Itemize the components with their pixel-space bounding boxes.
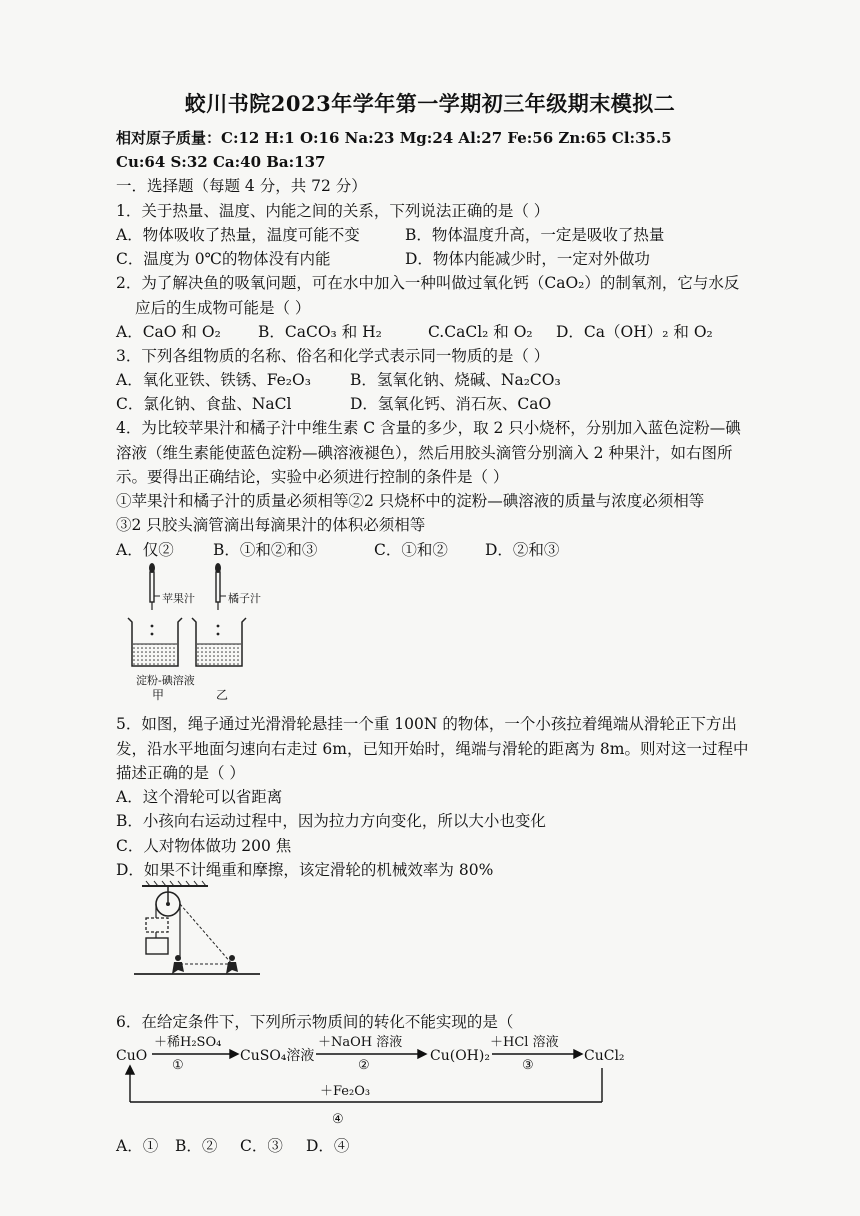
q4-condition-1: ①苹果汁和橘子汁的质量必须相等②2 只烧杯中的淀粉—碘溶液的质量与浓度必须相等 — [116, 492, 705, 510]
q5-pulley-figure — [128, 880, 268, 982]
q3-option-b: B．氢氧化钠、烧碱、Na₂CO₃ — [350, 371, 561, 389]
species-cucl2: CuCl₂ — [584, 1048, 625, 1064]
q4-option-b: B．①和②和③ — [213, 541, 318, 559]
q6-stem: 6．在给定条件下，下列所示物质间的转化不能实现的是（ — [116, 1013, 514, 1031]
q5-option-d: D．如果不计绳重和摩擦，该定滑轮的机械效率为 80% — [116, 861, 494, 879]
step-number-4: ④ — [332, 1112, 344, 1127]
dropper-apple — [149, 563, 160, 610]
species-cuso4: CuSO₄溶液 — [240, 1048, 315, 1064]
q6-option-c: C．③ — [240, 1137, 283, 1155]
q2-stem-2: 应后的生成物可能是（ ） — [135, 299, 311, 317]
q5-stem-1: 5．如图，绳子通过光滑滑轮悬挂一个重 100N 的物体，一个小孩拉着绳端从滑轮正下方出 — [116, 715, 737, 733]
atomic-mass-line-1: 相对原子质量：C:12 H:1 O:16 Na:23 Mg:24 Al:27 Fe:56 Zn:65 Cl:35.5 — [116, 129, 672, 147]
step-number-2: ② — [358, 1058, 370, 1073]
label-yi: 乙 — [216, 688, 229, 702]
beaker-yi — [192, 618, 246, 666]
label-apple-juice: 苹果汁 — [162, 592, 195, 605]
q4-stem-2: 溶液（维生素能使蓝色淀粉—碘溶液褪色），然后用胶头滴管分别滴入 2 种果汁，如右图所 — [116, 444, 733, 462]
atomic-mass-line-2: Cu:64 S:32 Ca:40 Ba:137 — [116, 153, 326, 171]
step-number-1: ① — [172, 1058, 184, 1073]
q4-stem-1: 4．为比较苹果汁和橘子汁中维生素 C 含量的多少，取 2 只小烧杯，分别加入蓝色淀粉—碘 — [116, 419, 741, 437]
q3-stem: 3．下列各组物质的名称、俗名和化学式表示同一物质的是（ ） — [116, 347, 550, 365]
label-starch-iodine: 淀粉-碘溶液 — [136, 674, 195, 687]
step-number-3: ③ — [522, 1058, 534, 1073]
q1-option-d: D．物体内能减少时，一定对外做功 — [405, 250, 650, 268]
q6-option-a: A．① — [116, 1137, 159, 1155]
q4-option-d: D．②和③ — [485, 541, 560, 559]
q2-option-b: B．CaCO₃ 和 H₂ — [258, 323, 382, 341]
q3-option-d: D．氢氧化钙、消石灰、CaO — [350, 395, 552, 413]
q5-option-a: A．这个滑轮可以省距离 — [116, 788, 283, 806]
species-cuo: CuO — [116, 1048, 148, 1064]
label-orange-juice: 橘子汁 — [228, 592, 261, 605]
q4-beaker-figure — [120, 562, 300, 682]
q3-option-c: C．氯化钠、食盐、NaCl — [116, 395, 292, 413]
q4-stem-3: 示。要得出正确结论，实验中必须进行控制的条件是（ ） — [116, 468, 509, 486]
q5-stem-3: 描述正确的是（ ） — [116, 764, 245, 782]
q1-option-b: B．物体温度升高，一定是吸收了热量 — [405, 226, 665, 244]
q3-option-a: A．氧化亚铁、铁锈、Fe₂O₃ — [116, 371, 311, 389]
q1-stem: 1．关于热量、温度、内能之间的关系，下列说法正确的是（ ） — [116, 202, 550, 220]
reagent-3: ＋HCl 溶液 — [490, 1035, 559, 1050]
dropper-orange — [215, 563, 226, 610]
beaker-jia — [128, 618, 182, 666]
q4-option-c: C．①和② — [374, 541, 448, 559]
q5-option-b: B．小孩向右运动过程中，因为拉力方向变化，所以大小也变化 — [116, 812, 546, 830]
page-title: 蛟川书院2023年学年第一学期初三年级期末模拟二 — [184, 91, 676, 116]
q6-reaction-arrows — [110, 1040, 630, 1110]
q5-option-c: C．人对物体做功 200 焦 — [116, 837, 292, 855]
reagent-2: ＋NaOH 溶液 — [318, 1035, 403, 1050]
q4-condition-2: ③2 只胶头滴管滴出每滴果汁的体积必须相等 — [116, 516, 426, 534]
q4-option-a: A．仅② — [116, 541, 174, 559]
q1-option-a: A．物体吸收了热量，温度可能不变 — [116, 226, 360, 244]
q6-option-d: D．④ — [306, 1137, 350, 1155]
section-heading: 一．选择题（每题 4 分，共 72 分） — [116, 177, 367, 195]
label-jia: 甲 — [152, 688, 165, 702]
reagent-4: ＋Fe₂O₃ — [320, 1084, 371, 1099]
species-cuoh2: Cu(OH)₂ — [430, 1048, 490, 1064]
q1-option-c: C．温度为 0℃的物体没有内能 — [116, 250, 331, 268]
q5-stem-2: 发，沿水平地面匀速向右走过 6m，已知开始时，绳端与滑轮的距离为 8m。则对这一过程中 — [116, 740, 749, 758]
q2-option-a: A．CaO 和 O₂ — [116, 323, 221, 341]
q6-option-b: B．② — [175, 1137, 218, 1155]
q2-option-c: C.CaCl₂ 和 O₂ — [428, 323, 533, 341]
q2-stem-1: 2．为了解决鱼的吸氧问题，可在水中加入一种叫做过氧化钙（CaO₂）的制氧剂，它与水反 — [116, 274, 740, 292]
q2-option-d: D．Ca（OH）₂ 和 O₂ — [556, 323, 713, 341]
reagent-1: ＋稀H₂SO₄ — [154, 1035, 222, 1050]
